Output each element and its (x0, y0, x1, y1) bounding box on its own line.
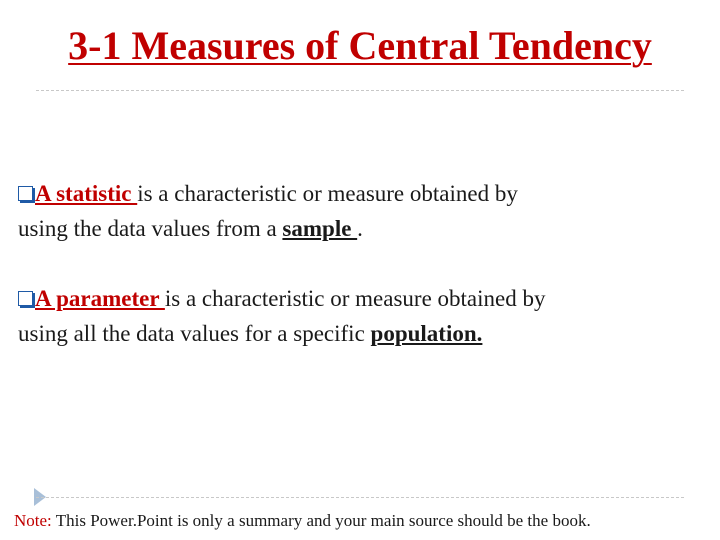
term-statistic: A statistic (35, 181, 138, 206)
slide-title: 3-1 Measures of Central Tendency (68, 23, 652, 68)
footer-divider (36, 497, 684, 498)
definition-end: . (357, 216, 363, 241)
note-label: Note: (14, 511, 52, 530)
keyword-population: population. (370, 321, 483, 346)
paragraph-statistic (18, 176, 708, 246)
title-divider (36, 90, 684, 91)
keyword-sample: sample (282, 216, 358, 241)
definition-text: is a characteristic or measure obtained by (164, 286, 546, 311)
definition-text-continued: using all the data values for a specific (18, 321, 371, 346)
paragraph-parameter (18, 281, 708, 351)
footer-note (14, 511, 714, 531)
square-bullet-icon (18, 291, 33, 306)
definition-text-continued: using the data values from a (18, 216, 283, 241)
definition-text: is a characteristic or measure obtained by (137, 181, 518, 206)
term-parameter: A parameter (35, 286, 165, 311)
note-text: This Power.Point is only a summary and your main source should be the book. (51, 511, 591, 530)
square-bullet-icon (18, 186, 33, 201)
